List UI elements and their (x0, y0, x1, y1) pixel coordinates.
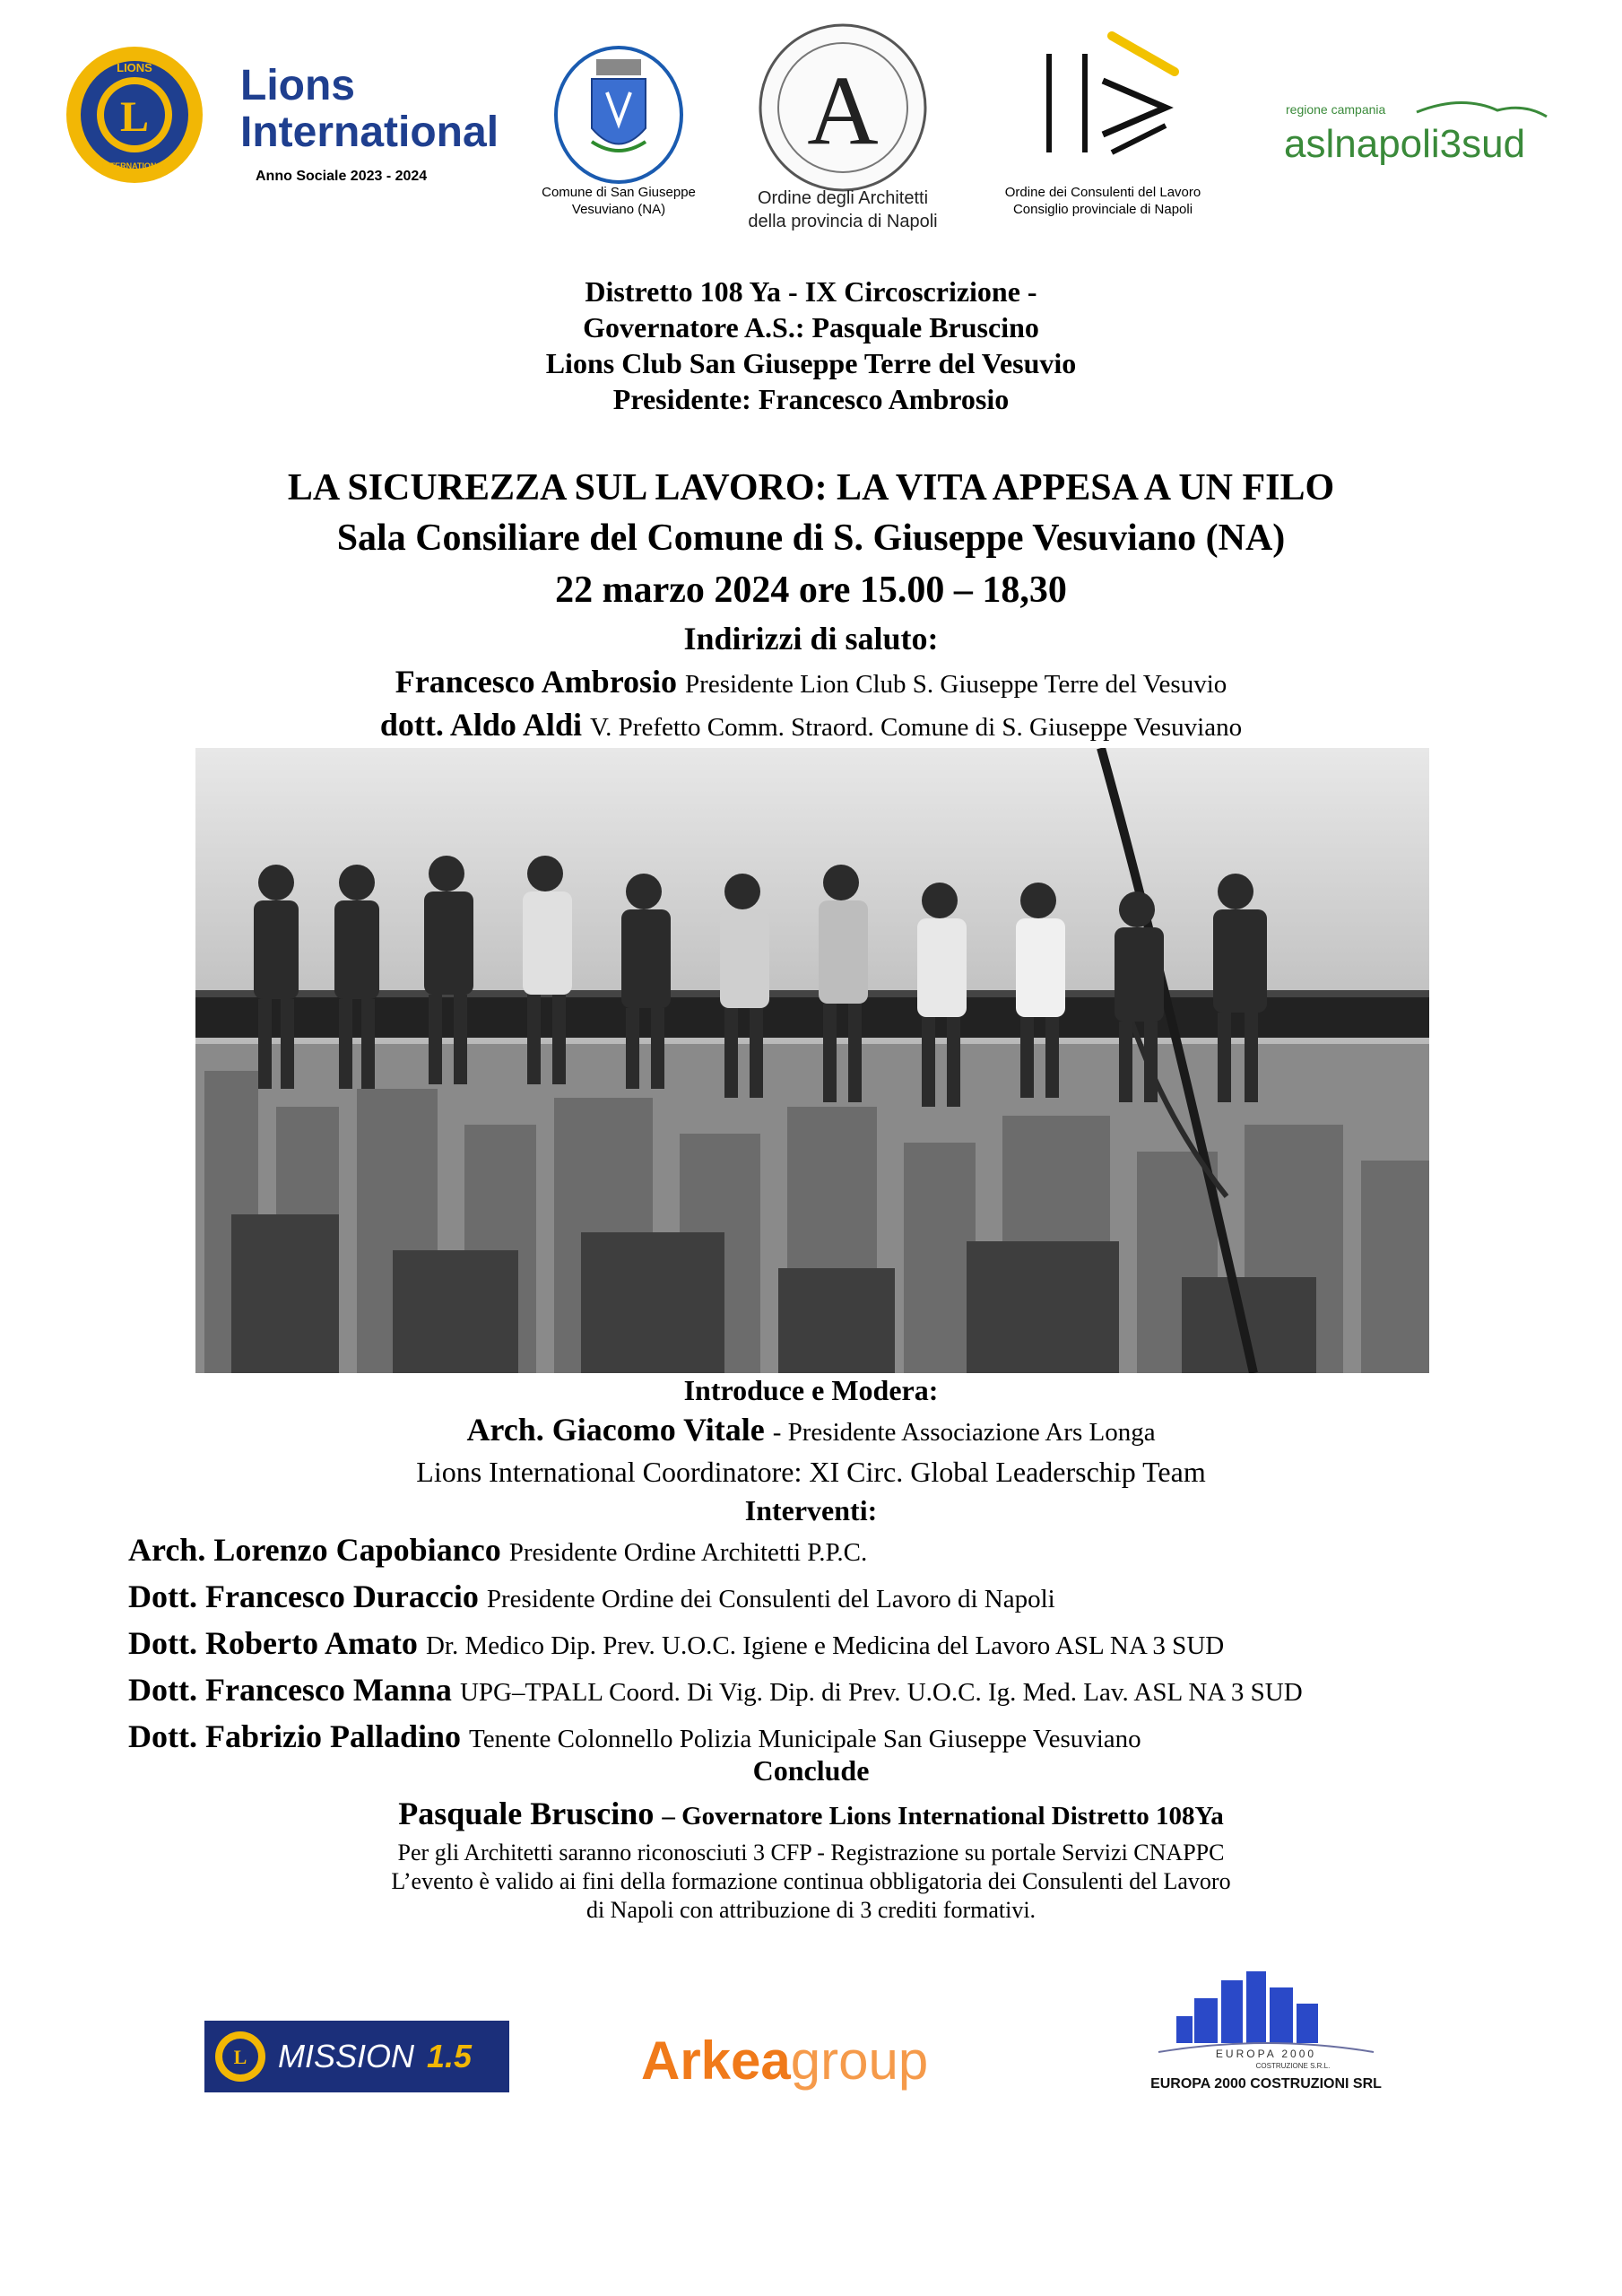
lions-emblem-text: LIONS (117, 61, 152, 74)
comune-caption-line2: Vesuviano (NA) (571, 202, 666, 217)
architetti-caption (717, 187, 968, 233)
svg-text:L: L (119, 93, 150, 141)
event-venue: Sala Consiliare del Comune di S. Giuseppe Vesuviano (NA) (336, 517, 1286, 559)
conclusion-name: Pasquale Bruscino (398, 1796, 655, 1831)
moderator-heading: Introduce e Modera: (683, 1374, 939, 1406)
architetti-seal-logo (753, 18, 932, 197)
europa-sub: COSTRUZIONE S.R.L. (1255, 2062, 1331, 2070)
district-line2: Governatore A.S.: Pasquale Bruscino (583, 311, 1039, 344)
comune-crest-logo (551, 43, 686, 187)
moderator-role: - Presidente Associazione Ars Longa (772, 1418, 1156, 1447)
conclusion-role: – Governatore Lions International Distretto 108Ya (662, 1802, 1224, 1831)
mission-label: MISSION (278, 2038, 415, 2074)
intervention-row (128, 1528, 1303, 1575)
europa-name: EUROPA 2000 COSTRUZIONI SRL (1150, 2076, 1382, 2092)
svg-text:Arkeagroup (641, 2031, 928, 2091)
intervention-name: Dott. Francesco Manna (128, 1672, 452, 1708)
intervention-row (128, 1668, 1303, 1715)
greeting-row (0, 705, 1622, 747)
conclusion-row (0, 1794, 1622, 1836)
district-line3: Lions Club San Giuseppe Terre del Vesuvio (545, 347, 1077, 379)
event-title: LA SICUREZZA SUL LAVORO: LA VITA APPESA A UN FILO (287, 467, 1335, 509)
comune-caption-line1: Comune di San Giuseppe (542, 185, 696, 200)
greeting-role: V. Prefetto Comm. Straord. Comune di S. Giuseppe Vesuviano (589, 713, 1243, 742)
greetings-heading: Indirizzi di saluto: (683, 621, 939, 657)
asl-name: aslnapoli3sud (1284, 122, 1526, 166)
event-datetime: 22 marzo 2024 ore 15.00 – 18,30 (555, 570, 1067, 611)
consulenti-lavoro-logo (1022, 18, 1184, 179)
consulenti-caption (977, 184, 1228, 218)
asl-region: regione campania (1286, 102, 1386, 117)
comune-caption (525, 184, 713, 218)
greeting-name: dott. Aldo Aldi (379, 707, 582, 743)
conclusion-note1: Per gli Architetti saranno riconosciuti 3 CFP - Registrazione su portale Servizi CNAPPC (397, 1839, 1225, 1866)
intervention-row (128, 1575, 1303, 1622)
moderator-row (0, 1410, 1622, 1452)
architetti-caption-line2: della provincia di Napoli (748, 212, 938, 231)
svg-text:A: A (807, 56, 879, 165)
intervention-name: Dott. Fabrizio Palladino (128, 1718, 461, 1754)
asl-napoli3sud-logo (1282, 94, 1551, 170)
workers-on-beam-photo (195, 748, 1429, 1373)
consulenti-caption-line2: Consiglio provinciale di Napoli (1012, 202, 1193, 217)
intervention-role: Presidente Ordine Architetti P.P.C. (508, 1538, 868, 1567)
lions-emblem-ring: INTERNATIONAL (101, 161, 168, 170)
district-line4: Presidente: Francesco Ambrosio (612, 383, 1010, 415)
interventions-heading: Interventi: (744, 1494, 878, 1526)
intervention-name: Dott. Francesco Duraccio (128, 1578, 479, 1614)
arkea-light: group (790, 2031, 929, 2091)
intervention-role: UPG–TPALL Coord. Di Vig. Dip. di Prev. U.O.C. Ig. Med. Lav. ASL NA 3 SUD (459, 1678, 1303, 1707)
europa-arc: EUROPA 2000 (1215, 2048, 1317, 2060)
architetti-caption-line1: Ordine degli Architetti (757, 188, 929, 208)
svg-text:L: L (233, 2046, 247, 2068)
conclusion-note3: di Napoli con attribuzione di 3 crediti formativi. (585, 1897, 1037, 1923)
lions-word-line2: International (240, 109, 499, 156)
intervention-name: Dott. Roberto Amato (128, 1625, 418, 1661)
greeting-name: Francesco Ambrosio (395, 664, 678, 700)
intervention-row (128, 1622, 1303, 1668)
greeting-role: Presidente Lion Club S. Giuseppe Terre del Vesuvio (685, 670, 1227, 699)
intervention-role: Tenente Colonnello Polizia Municipale San Giuseppe Vesuviano (469, 1725, 1141, 1753)
arkea-bold: Arkea (641, 2031, 791, 2091)
district-line1: Distretto 108 Ya - IX Circoscrizione - (585, 275, 1037, 308)
intervention-role: Presidente Ordine dei Consulenti del Lavoro di Napoli (486, 1585, 1055, 1613)
conclusion-heading: Conclude (752, 1754, 870, 1787)
consulenti-caption-line1: Ordine dei Consulenti del Lavoro (1004, 185, 1201, 200)
arkea-group-logo (641, 2025, 1000, 2097)
intervention-name: Arch. Lorenzo Capobianco (128, 1532, 501, 1568)
interventions-list (128, 1528, 1303, 1761)
intervention-role: Dr. Medico Dip. Prev. U.O.C. Igiene e Medicina del Lavoro ASL NA 3 SUD (425, 1631, 1225, 1660)
mission-number: 1.5 (427, 2038, 473, 2074)
mission-1-5-logo (204, 2021, 509, 2092)
conclusion-note2: L’evento è valido ai fini della formazione continua obbligatoria dei Consulenti del Lavoro (391, 1868, 1231, 1894)
moderator-name: Arch. Giacomo Vitale (466, 1412, 765, 1448)
europa-2000-logo (1141, 1971, 1392, 2097)
lions-international-wordmark (240, 63, 499, 156)
moderator-role2: Lions International Coordinatore: XI Circ. Global Leaderschip Team (416, 1456, 1206, 1488)
lions-word-line1: Lions (240, 62, 355, 109)
lions-emblem-logo (63, 43, 206, 187)
anno-sociale: Anno Sociale 2023 - 2024 (256, 169, 428, 184)
greeting-row (0, 662, 1622, 704)
